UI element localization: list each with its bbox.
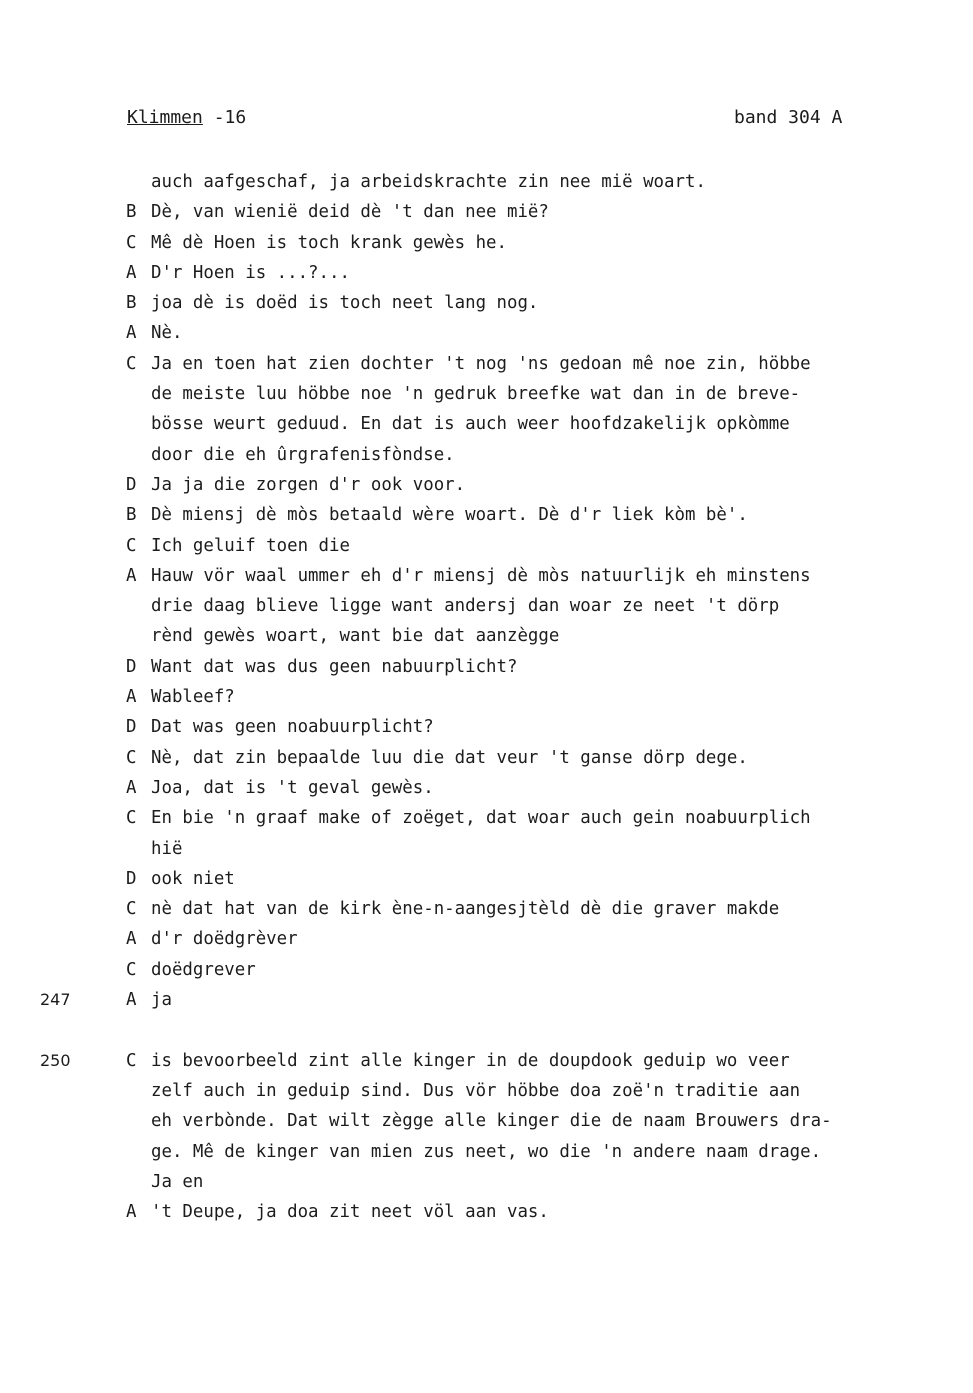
speaker-label: C <box>126 899 137 920</box>
line-text: Hauw vör waal ummer eh d'r miensj dè mòs natuurlijk eh minstens <box>151 565 811 586</box>
transcript-line <box>0 318 973 348</box>
line-text: Wableef? <box>151 687 235 708</box>
line-text: ge. Mê de kinger van mien zus neet, wo die 'n andere naam drage. <box>151 1141 822 1162</box>
line-text: Dat was geen noabuurplicht? <box>151 717 434 738</box>
line-text: zelf auch in geduip sind. Dus vör höbbe doa zoë'n traditie aan <box>151 1080 801 1101</box>
line-text: bösse weurt geduud. En dat is auch weer hoofdzakelijk opkòmme <box>151 414 790 435</box>
transcript <box>0 167 973 1227</box>
line-text: rènd gewès woart, want bie dat aanzègge <box>151 626 560 647</box>
speaker-label: A <box>126 1202 137 1223</box>
line-text: Want dat was dus geen nabuurplicht? <box>151 656 518 677</box>
line-text: En bie 'n graaf make of zoëget, dat woar auch gein noabuurplich <box>151 808 811 829</box>
transcript-line <box>0 864 973 894</box>
speaker-label: A <box>126 777 137 798</box>
line-text: door die eh ûrgrafenisfòndse. <box>151 444 455 465</box>
line-text: Ja en toen hat zien dochter 't nog 'ns gedoan mê noe zin, höbbe <box>151 353 811 374</box>
speaker-label: B <box>126 202 137 223</box>
line-gap <box>0 1015 973 1045</box>
line-text: D'r Hoen is ...?... <box>151 262 350 283</box>
speaker-label: A <box>126 323 137 344</box>
transcript-line <box>0 440 973 470</box>
line-text: ja <box>151 990 172 1011</box>
line-text: Ja en <box>151 1171 204 1192</box>
line-text: auch aafgeschaf, ja arbeidskrachte zin nee mië woart. <box>151 172 706 192</box>
transcript-line <box>0 652 973 682</box>
transcript-line <box>0 591 973 621</box>
transcript-line <box>0 803 973 833</box>
speaker-label: A <box>126 262 137 283</box>
line-text: eh verbònde. Dat wilt zègge alle kinger die de naam Brouwers dra- <box>151 1111 832 1132</box>
speaker-label: C <box>126 747 137 768</box>
speaker-label: A <box>126 565 137 586</box>
margin-line-number: 247 <box>40 990 71 1010</box>
header-title: Klimmen <box>127 107 203 128</box>
speaker-label: D <box>126 656 137 677</box>
transcript-line <box>0 288 973 318</box>
line-text: Nè, dat zin bepaalde luu die dat veur 't ganse dörp dege. <box>151 747 748 768</box>
speaker-label: C <box>126 1050 137 1071</box>
transcript-line <box>0 682 973 712</box>
line-text: Joa, dat is 't geval gewès. <box>151 777 434 798</box>
speaker-label: B <box>126 505 137 526</box>
transcript-line <box>0 1197 973 1227</box>
transcript-line <box>0 955 973 985</box>
line-text: Nè. <box>151 323 183 344</box>
transcript-line <box>0 985 973 1015</box>
header-band: band 304 A <box>734 107 843 128</box>
margin-line-number: 250 <box>40 1050 71 1070</box>
transcript-line <box>0 197 973 227</box>
transcript-line <box>0 621 973 651</box>
speaker-label: B <box>126 293 137 314</box>
transcript-line <box>0 379 973 409</box>
line-text: Ich geluif toen die <box>151 535 350 556</box>
speaker-label: A <box>126 687 137 708</box>
transcript-line <box>0 1167 973 1197</box>
line-text: Dè miensj dè mòs betaald wère woart. Dè d'r liek kòm bè'. <box>151 505 748 526</box>
line-text: doëdgrever <box>151 959 256 980</box>
line-text: joa dè is doëd is toch neet lang nog. <box>151 293 539 314</box>
speaker-label: A <box>126 929 137 950</box>
speaker-label: C <box>126 535 137 556</box>
transcript-line <box>0 1046 973 1076</box>
transcript-line <box>0 1106 973 1136</box>
speaker-label: C <box>126 353 137 374</box>
transcript-line <box>0 409 973 439</box>
speaker-label: C <box>126 959 137 980</box>
line-text: drie daag blieve ligge want andersj dan woar ze neet 't dörp <box>151 596 780 617</box>
line-text: d'r doëdgrèver <box>151 929 298 950</box>
line-text: hië <box>151 838 183 859</box>
transcript-line <box>0 531 973 561</box>
speaker-label: D <box>126 474 137 495</box>
transcript-line <box>0 1137 973 1167</box>
speaker-label: C <box>126 808 137 829</box>
line-text: Mê dè Hoen is toch krank gewès he. <box>151 232 507 253</box>
transcript-line <box>0 228 973 258</box>
transcript-line <box>0 500 973 530</box>
line-text: 't Deupe, ja doa zit neet völ aan vas. <box>151 1202 549 1223</box>
transcript-line <box>0 894 973 924</box>
speaker-label: D <box>126 868 137 889</box>
transcript-line <box>0 773 973 803</box>
line-text: de meiste luu höbbe noe 'n gedruk breefke wat dan in de breve- <box>151 384 801 405</box>
speaker-label: D <box>126 717 137 738</box>
line-text: is bevoorbeeld zint alle kinger in de doupdook geduip wo veer <box>151 1050 790 1071</box>
transcript-line <box>0 834 973 864</box>
transcript-line <box>0 712 973 742</box>
header-page-number: -16 <box>213 107 247 128</box>
transcript-line <box>0 1076 973 1106</box>
speaker-label: C <box>126 232 137 253</box>
line-text: nè dat hat van de kirk ène-n-aangesjtèld dè die graver makde <box>151 899 780 920</box>
line-text: Ja ja die zorgen d'r ook voor. <box>151 474 466 495</box>
transcript-line <box>0 470 973 500</box>
transcript-line <box>0 924 973 954</box>
speaker-label: A <box>126 990 137 1011</box>
transcript-line <box>0 561 973 591</box>
transcript-line <box>0 349 973 379</box>
line-text: Dè, van wienië deid dè 't dan nee mië? <box>151 202 549 223</box>
transcript-line <box>0 258 973 288</box>
line-text: ook niet <box>151 868 235 889</box>
page-header-left <box>127 106 246 130</box>
transcript-line <box>0 167 973 197</box>
transcript-line <box>0 743 973 773</box>
